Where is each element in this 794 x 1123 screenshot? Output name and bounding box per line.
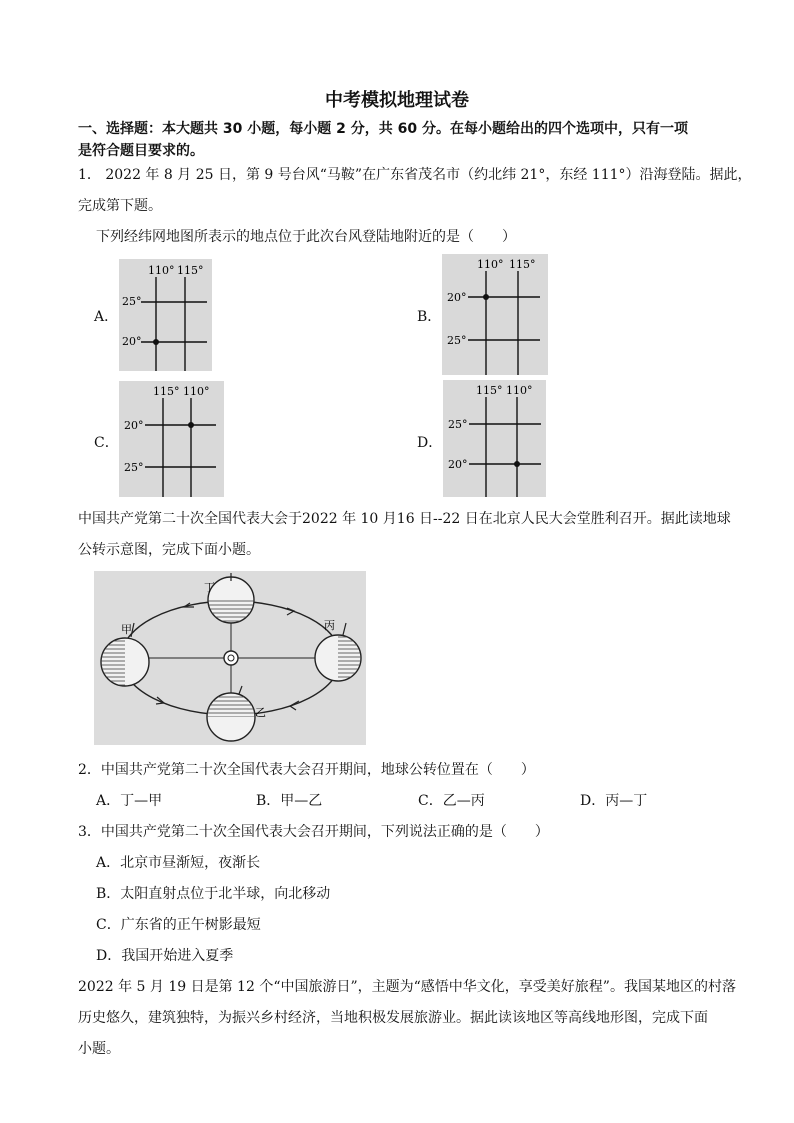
lon-label: 110°: [477, 258, 504, 271]
lat-label: 20°: [124, 419, 144, 432]
q1-option-a-map[interactable]: [119, 259, 212, 371]
lat-label: 20°: [448, 458, 468, 471]
q1-option-d-label[interactable]: D．: [417, 435, 443, 451]
lon-label: 115°: [476, 384, 503, 397]
q3-option-c[interactable]: C．广东省的正午树影最短: [96, 917, 261, 933]
q3-option-b[interactable]: B．太阳直射点位于北半球，向北移动: [96, 886, 331, 902]
lon-label: 115°: [509, 258, 536, 271]
passage3-text-end: 小题。: [78, 1041, 120, 1057]
passage3-text-cont: 历史悠久，建筑独特，为振兴乡村经济，当地积极发展旅游业。据此读该地区等高线地形图，完成下面: [78, 1010, 708, 1026]
passage2-text-cont: 公转示意图，完成下面小题。: [78, 542, 260, 558]
lat-label: 25°: [447, 334, 467, 347]
label-jia: 甲: [121, 623, 132, 636]
lat-label: 25°: [448, 418, 468, 431]
lat-label: 25°: [124, 461, 144, 474]
passage2-text: 中国共产党第二十次全国代表大会于2022 年 10 月16 日--22 日在北京人民大会堂胜利召开。据此读地球: [78, 511, 731, 527]
q1-option-b-label[interactable]: B．: [417, 309, 442, 325]
q3-stem: 3．中国共产党第二十次全国代表大会召开期间，下列说法正确的是（ ）: [78, 824, 549, 840]
lat-label: 25°: [122, 295, 142, 308]
q3-option-a[interactable]: A．北京市昼渐短，夜渐长: [96, 855, 261, 871]
lon-label: 115°: [177, 264, 204, 277]
lat-label: 20°: [122, 335, 142, 348]
section-heading-cont: 是符合题目要求的。: [78, 143, 204, 159]
page-title: 中考模拟地理试卷: [325, 90, 469, 111]
label-ding: 丁: [204, 581, 215, 594]
q2-option-d[interactable]: D．丙—丁: [580, 793, 648, 809]
lon-label: 110°: [148, 264, 175, 277]
q1-option-b-map[interactable]: [442, 254, 548, 375]
lon-label: 110°: [506, 384, 533, 397]
q1-option-c-map[interactable]: [119, 381, 224, 497]
q1-intro-cont: 完成第下题。: [78, 198, 162, 214]
lon-label: 115°: [153, 385, 180, 398]
q1-stem: 下列经纬网地图所表示的地点位于此次台风登陆地附近的是（ ）: [96, 229, 516, 245]
q3-option-d[interactable]: D．我国开始进入夏季: [96, 948, 234, 964]
q1-option-a-label[interactable]: A．: [94, 309, 119, 325]
lat-label: 20°: [447, 291, 467, 304]
label-yi: 乙: [255, 706, 266, 719]
q2-stem: 2．中国共产党第二十次全国代表大会召开期间，地球公转位置在（ ）: [78, 762, 535, 778]
q1-option-c-label[interactable]: C．: [94, 435, 119, 451]
q2-option-b[interactable]: B．甲—乙: [256, 793, 323, 809]
q1-intro: 1． 2022 年 8 月 25 日，第 9 号台风“马鞍”在广东省茂名市（约北纬 21°，东经 111°）沿海登陆。据此，: [78, 167, 752, 183]
label-bing: 丙: [324, 619, 335, 632]
sun-icon: [224, 651, 238, 665]
q1-option-d-map[interactable]: [443, 380, 546, 497]
lon-label: 110°: [183, 385, 210, 398]
earth-revolution-diagram: [94, 571, 366, 745]
q2-option-a[interactable]: A．丁—甲: [96, 793, 163, 809]
section-heading: 一、选择题：本大题共 30 小题，每小题 2 分，共 60 分。在每小题给出的四个选项中，只有一项: [78, 121, 688, 137]
q2-option-c[interactable]: C．乙—丙: [418, 793, 485, 809]
passage3-text: 2022 年 5 月 19 日是第 12 个“中国旅游日”，主题为“感悟中华文化，享受美好旅程”。我国某地区的村落: [78, 979, 736, 995]
